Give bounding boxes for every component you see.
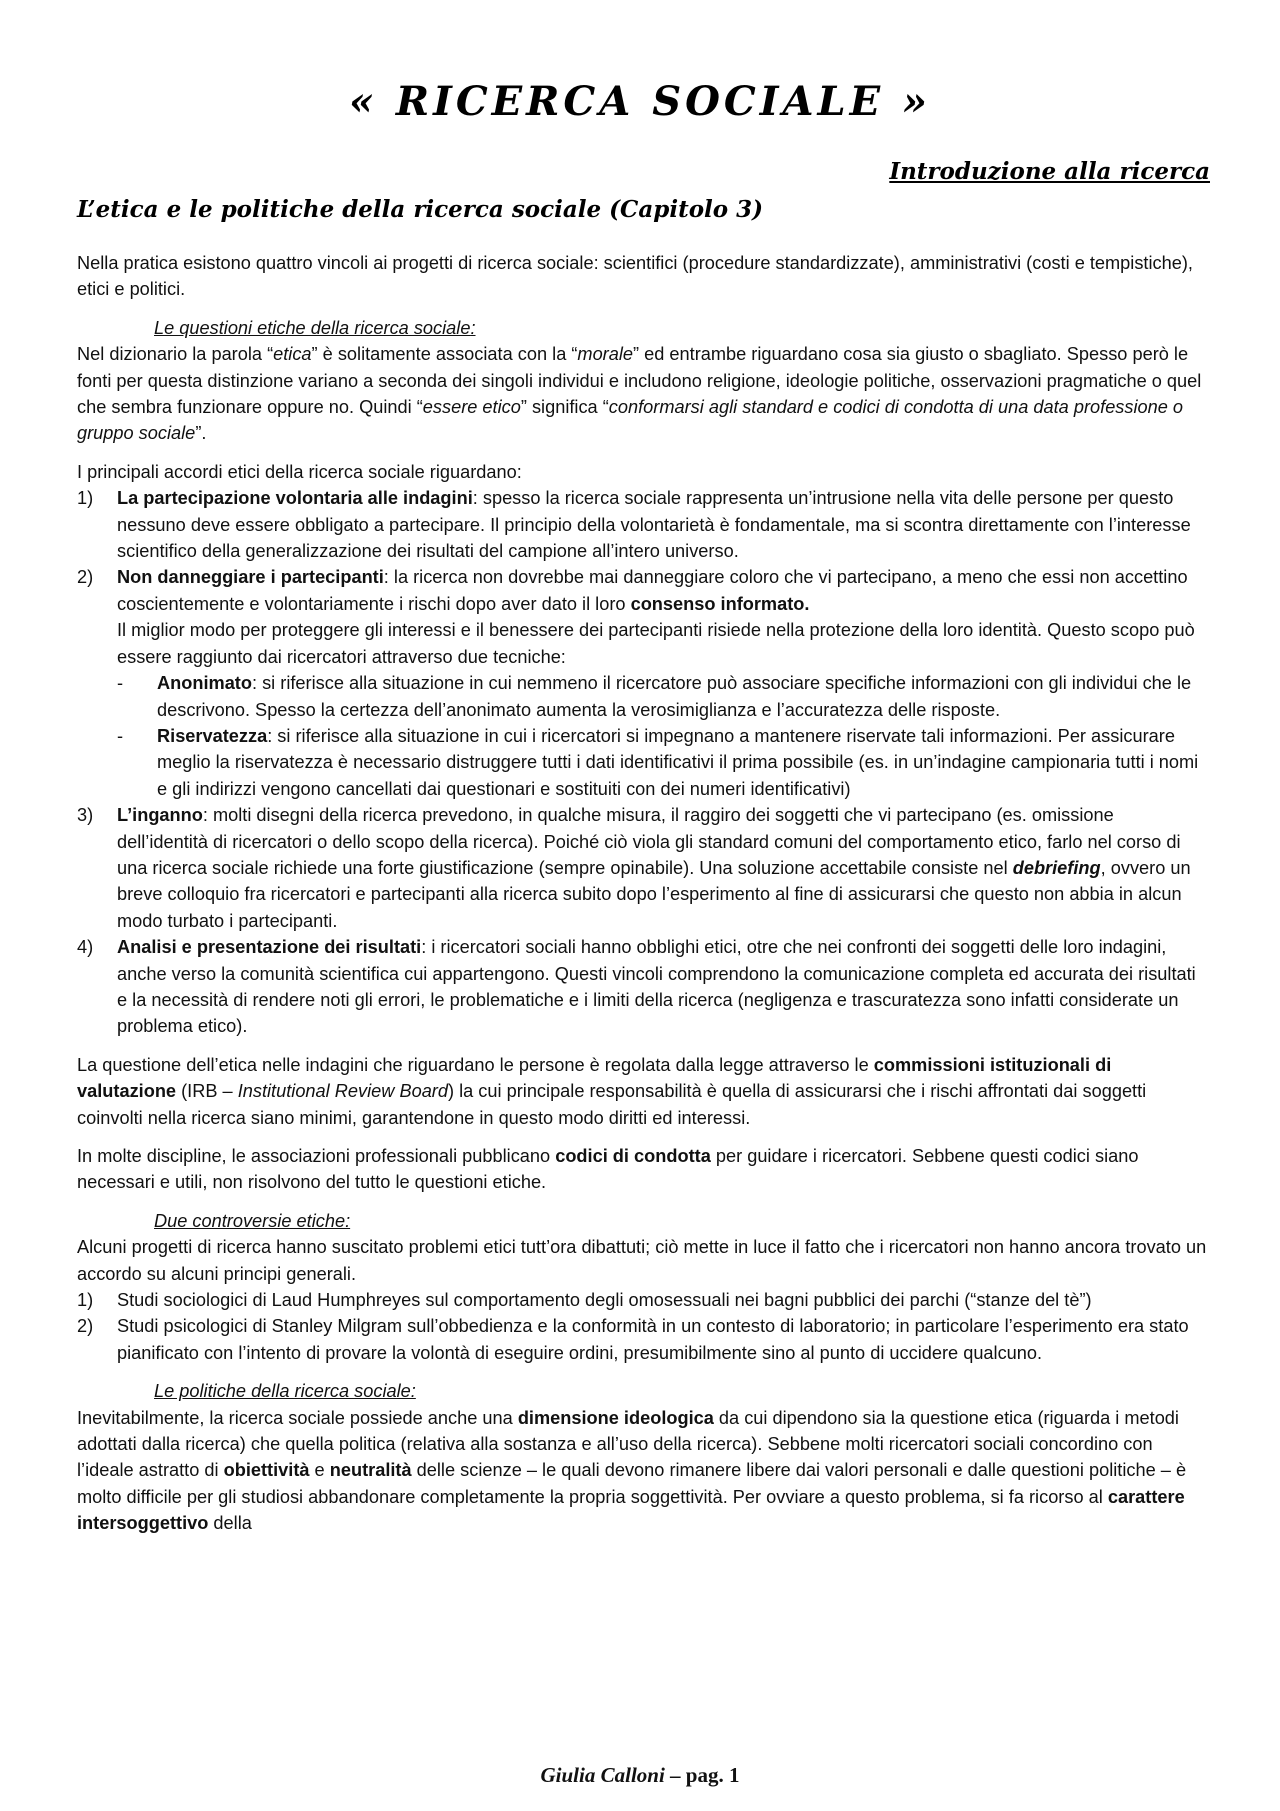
list-item: 2) Studi psicologici di Stanley Milgram sull’obbedienza e la conformità in un contesto di laboratorio; in particolare l’esperimento era stato pianificato con l’intento di provare la volontà di eseguire ordini, presumibilmente sino al punto di uccidere qualcuno. (77, 1316, 1189, 1363)
controversies-list (77, 1287, 1207, 1366)
page-footer (0, 1763, 1280, 1788)
list-item: 2) Non danneggiare i partecipanti: la ricerca non dovrebbe mai danneggiare coloro che vi partecipano, a meno che essi non accettino coscientemente e volontariamente i rischi dopo aver dato il loro consenso informato. Il miglior modo per proteggere gli interessi e il benessere dei partecipanti risiede nella protezione della loro identità. Questo scopo può essere raggiunto dai ricercatori attraverso due tecniche: - Anonimato: si riferisce alla situazione in cui nemmeno il ricercatore può associare specifiche informazioni con gli individui che le descrivono. Spesso la certezza dell’anonimato aumenta la verosimiglianza e l’accuratezza delle risposte. - Riservatezza: si riferisce alla situazione in cui i ricercatori si impegnano a mantenere riservate tali informazioni. Per assicurare meglio la riservatezza è necessario distruggere tutti i dati identificativi il prima possibile (es. in un’indagine campionaria tutti i nomi e gli indirizzi vengono cancellati dai questionari e sostituiti con dei numeri identificativi) (77, 564, 1207, 802)
controversies-paragraph: Alcuni progetti di ricerca hanno suscitato problemi etici tutt’ora dibattuti; ciò mette in luce il fatto che i ricercatori non hanno ancora trovato un accordo su alcuni principi generali. (77, 1237, 1207, 1284)
section-heading-controversies: Due controversie etiche: (154, 1210, 351, 1231)
list-item: 4) Analisi e presentazione dei risultati: i ricercatori sociali hanno obblighi etici, otre che nei confronti dei soggetti delle loro indagini, anche verso la comunità scientifica cui appartengono. Questi vincoli comprendono la comunicazione completa ed accurata dei risultati e la necessità di rendere noti gli errori, le problematiche e i limiti della ricerca (negligenza e trascuratezza sono infatti considerate un problema etico). (77, 937, 1196, 1037)
codes-paragraph: In molte discipline, le associazioni professionali pubblicano codici di condotta per guidare i ricercatori. Sebbene questi codici siano necessari e utili, non risolvono del tutto le questioni etiche. (77, 1146, 1139, 1193)
page-title: « RICERCA SOCIALE » (348, 78, 932, 125)
list-item: - Anonimato: si riferisce alla situazione in cui nemmeno il ricercatore può associare specifiche informazioni con gli individui che le descrivono. Spesso la certezza dell’anonimato aumenta la verosimiglianza e l’accuratezza delle risposte. (117, 673, 1192, 720)
list-item: 1) La partecipazione volontaria alle indagini: spesso la ricerca sociale rappresenta un’intrusione nella vita delle persone per questo nessuno deve essere obbligato a partecipare. Il principio della volontarietà è fondamentale, ma si scontra direttamente con l’interesse scientifico della generalizzazione dei risultati del campione all’intero universo. (77, 488, 1191, 562)
body-text (77, 250, 1207, 1537)
ethics-list-lead: I principali accordi etici della ricerca sociale riguardano: (77, 461, 522, 482)
politics-paragraph: Inevitabilmente, la ricerca sociale possiede anche una dimensione ideologica da cui dipendono sia la questione etica (riguarda i metodi adottati dalla ricerca) che quella politica (relativa alla sostanza e all’uso della ricerca). Sebbene molti ricercatori sociali concordino con l’ideale astratto di obiettività e neutralità delle scienze – le quali devono rimanere libere dai valori personali e dalle questioni politiche – è molto difficile per gli studiosi abbandonare completamente la propria soggettività. Per ovviare a questo problema, si fa ricorso al carattere intersoggettivo della (77, 1407, 1187, 1534)
section-heading-politics: Le politiche della ricerca sociale: (154, 1381, 416, 1402)
footer-author: Giulia Calloni (540, 1763, 665, 1787)
footer-page-number: – pag. 1 (664, 1763, 740, 1787)
sub-list (117, 670, 1207, 802)
list-item: 1) Studi sociologici di Laud Humphreyes sul comportamento degli omosessuali nei bagni pubblici dei parchi (“stanze del tè”) (77, 1290, 1092, 1311)
irb-paragraph: La questione dell’etica nelle indagini che riguardano le persone è regolata dalla legge attraverso le commissioni istituzionali di valutazione (IRB – Institutional Review Board) la cui principale responsabilità è quella di assicurarsi che i rischi affrontati dai soggetti coinvolti nella ricerca siano minimi, garantendone in questo modo diritti ed interessi. (77, 1054, 1147, 1128)
list-item: - Riservatezza: si riferisce alla situazione in cui i ricercatori si impegnano a mantenere riservate tali informazioni. Per assicurare meglio la riservatezza è necessario distruggere tutti i dati identificativi il prima possibile (es. in un’indagine campionaria tutti i nomi e gli indirizzi vengono cancellati dai questionari e sostituiti con dei numeri identificativi) (117, 725, 1199, 799)
chapter-heading: L’etica e le politiche della ricerca sociale (Capitolo 3) (77, 196, 764, 223)
intro-paragraph: Nella pratica esistono quattro vincoli ai progetti di ricerca sociale: scientifici (procedure standardizzate), amministrativi (costi e tempistiche), etici e politici. (77, 253, 1193, 300)
ethics-paragraph: Nel dizionario la parola “etica” è solitamente associata con la “morale” ed entrambe riguardano cosa sia giusto o sbagliato. Spesso però le fonti per questa distinzione variano a seconda dei singoli individui e includono religione, ideologie politiche, osservazioni pragmatiche o quel che sembra funzionare oppure no. Quindi “essere etico” significa “conformarsi agli standard e codici di condotta di una data professione o gruppo sociale”. (77, 344, 1202, 444)
section-heading-ethics: Le questioni etiche della ricerca sociale: (154, 317, 476, 338)
ethics-list (77, 485, 1207, 1040)
list-item: 3) L’inganno: molti disegni della ricerca prevedono, in qualche misura, il raggiro dei soggetti che vi partecipano (es. omissione dell’identità di ricercatori o dello scopo della ricerca). Poiché ciò viola gli standard comuni del comportamento etico, farlo nel corso di una ricerca sociale richiede una forte giustificazione (sempre opinabile). Una soluzione accettabile consiste nel debriefing, ovvero un breve colloquio fra ricercatori e partecipanti alla ricerca subito dopo l’esperimento al fine di assicurarsi che questo non abbia in alcun modo turbato i partecipanti. (77, 805, 1191, 931)
section-subtitle: Introduzione alla ricerca (889, 158, 1210, 185)
